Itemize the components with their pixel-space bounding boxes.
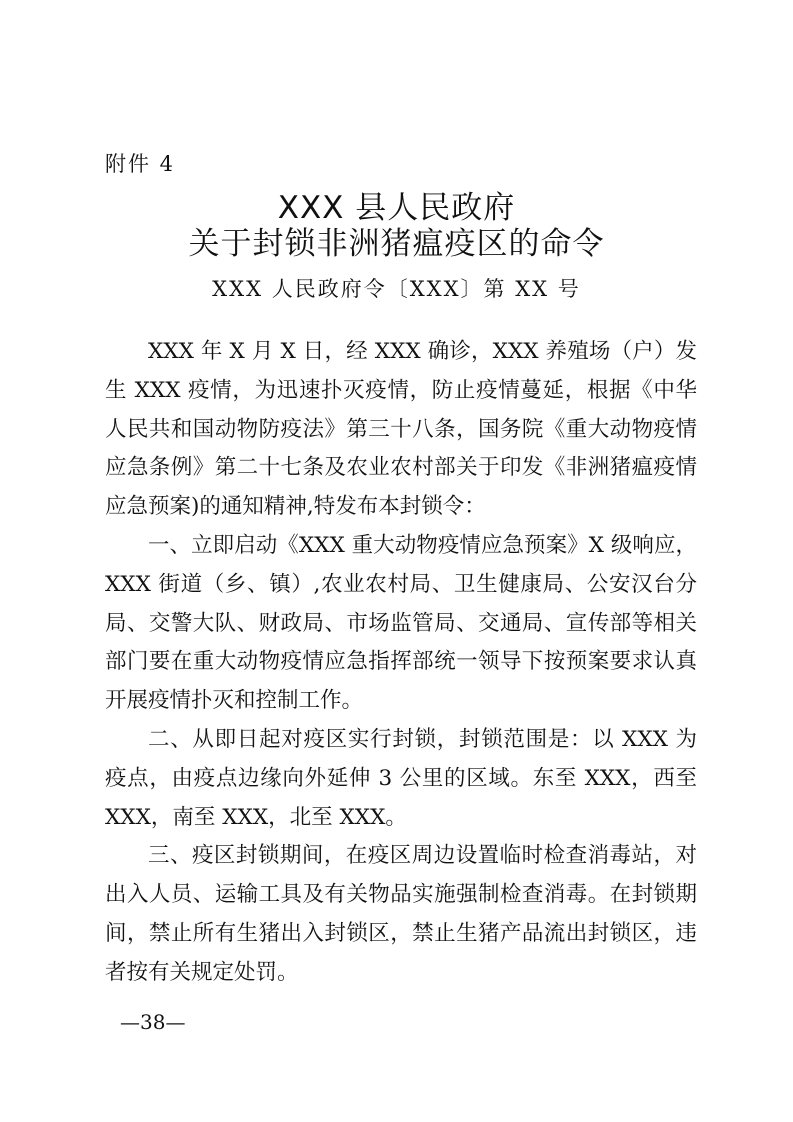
title-line-2: 关于封锁非洲猪瘟疫区的命令: [188, 226, 605, 262]
paragraph-item-1: 一、立即启动《XXX 重大动物疫情应急预案》X 级响应，XXX 街道（乡、镇）,农业农村局、卫生健康局、公安汉台分局、交警大队、财政局、市场监管局、交通局、宣传部等相关部门要在重大动物疫情应急指挥部统一领导下按预案要求认真开展疫情扑灭和控制工作。: [105, 532, 697, 714]
paragraph-intro: XXX 年 X 月 X 日，经 XXX 确诊，XXX 养殖场（户）发生 XXX 疫情，为迅速扑灭疫情，防止疫情蔓延，根据《中华人民共和国动物防疫法》第三十八条，国务院《重大动物疫情应急条例》第二十七条及农业农村部关于印发《非洲猪瘟疫情应急预案)的通知精神,特发布本封锁令：: [105, 339, 697, 520]
page-number: —38—: [120, 1010, 186, 1034]
document-body: [105, 333, 697, 993]
decree-number: XXX 人民政府令〔XXX〕第 XX 号: [212, 277, 581, 301]
paragraph-item-2: 二、从即日起对疫区实行封锁，封锁范围是：以 XXX 为疫点，由疫点边缘向外延伸 3 公里的区域。东至 XXX，西至 XXX，南至 XXX，北至 XXX。: [105, 726, 697, 830]
title-line-1: XXX 县人民政府: [277, 190, 516, 226]
paragraph-item-3: 三、疫区封锁期间，在疫区周边设置临时检查消毒站，对出入人员、运输工具及有关物品实施强制检查消毒。在封锁期间，禁止所有生猪出入封锁区，禁止生猪产品流出封锁区，违者按有关规定处罚。: [105, 843, 697, 985]
attachment-label: 附件 4: [105, 152, 176, 176]
